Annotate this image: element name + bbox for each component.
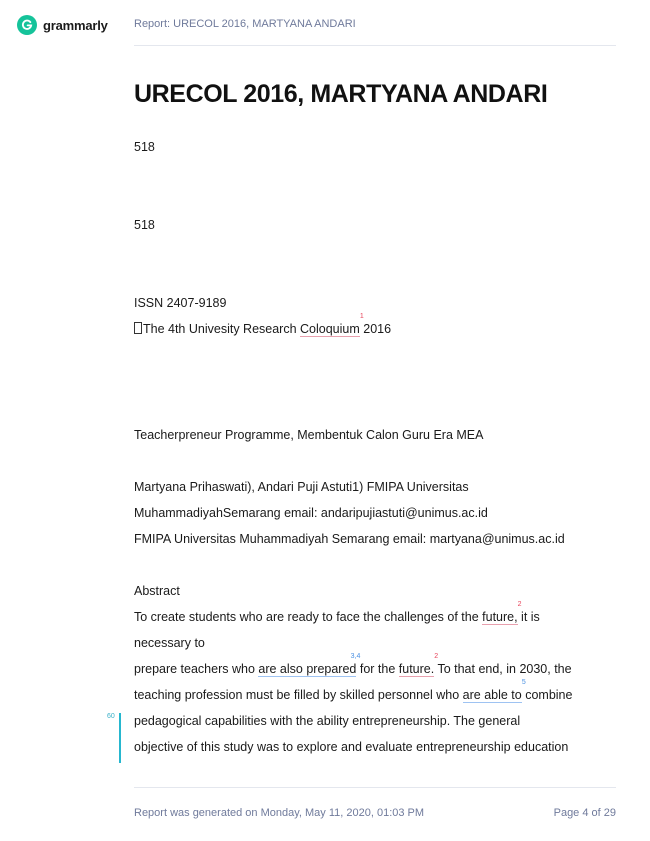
abstract-line bbox=[134, 653, 572, 676]
issue-number: 1 bbox=[359, 313, 364, 320]
margin-issue-number: 60 bbox=[107, 713, 115, 720]
issue-number: 5 bbox=[521, 679, 526, 686]
event-line bbox=[134, 313, 392, 336]
event-text: The 4th Univesity Research bbox=[143, 322, 301, 336]
authors-line: FMIPA Universitas Muhammadiyah Semarang email: martyana@unimus.ac.id bbox=[134, 532, 565, 546]
flagged-phrase[interactable] bbox=[462, 679, 526, 703]
issue-number: 3,4 bbox=[350, 653, 361, 660]
abstract-line: pedagogical capabilities with the ability entrepreneurship. The general bbox=[134, 714, 521, 728]
event-text: 2016 bbox=[359, 322, 392, 336]
abstract-text: teaching profession must be filled by skilled personnel who bbox=[134, 688, 463, 702]
missing-glyph-icon bbox=[134, 322, 142, 334]
brand-name: grammarly bbox=[43, 17, 108, 33]
abstract-line: objective of this study was to explore and evaluate entrepreneurship education bbox=[134, 740, 569, 754]
footer-divider bbox=[134, 787, 616, 788]
generated-date: Report was generated on Monday, May 11, 2020, 01:03 PM bbox=[134, 807, 425, 819]
authors-line: MuhammadiyahSemarang email: andaripujiastuti@unimus.ac.id bbox=[134, 506, 488, 520]
flagged-text: future, bbox=[482, 610, 518, 624]
abstract-text: it is bbox=[517, 610, 540, 624]
abstract-text: for the bbox=[356, 662, 399, 676]
flagged-text: are also prepared bbox=[258, 662, 357, 676]
flagged-text: are able to bbox=[462, 688, 522, 702]
abstract-text: To that end, in 2030, the bbox=[434, 662, 572, 676]
abstract-text: To create students who are ready to face the challenges of the bbox=[134, 610, 483, 624]
issn-line: ISSN 2407-9189 bbox=[134, 296, 227, 310]
issue-number: 2 bbox=[517, 601, 522, 608]
grammarly-logo bbox=[17, 15, 108, 35]
margin-issue-bar[interactable] bbox=[119, 713, 121, 763]
header-divider bbox=[134, 45, 616, 46]
grammarly-g-icon bbox=[17, 15, 37, 35]
flagged-text: future. bbox=[398, 662, 435, 676]
abstract-line bbox=[134, 679, 573, 702]
page-number-line: 518 bbox=[134, 140, 155, 154]
document-title: URECOL 2016, MARTYANA ANDARI bbox=[134, 80, 548, 108]
paper-title-line: Teacherpreneur Programme, Membentuk Calon Guru Era MEA bbox=[134, 428, 484, 442]
flagged-text: Coloquium bbox=[300, 322, 360, 336]
abstract-text: prepare teachers who bbox=[134, 662, 259, 676]
flagged-word[interactable] bbox=[482, 601, 522, 625]
flagged-phrase[interactable] bbox=[258, 653, 361, 677]
abstract-text: combine bbox=[521, 688, 573, 702]
authors-line: Martyana Prihaswati), Andari Puji Astuti1) FMIPA Universitas bbox=[134, 480, 469, 494]
abstract-heading: Abstract bbox=[134, 584, 180, 598]
page-number-line: 518 bbox=[134, 218, 155, 232]
issue-number: 2 bbox=[434, 653, 439, 660]
page-indicator: Page 4 of 29 bbox=[553, 807, 616, 819]
abstract-line: necessary to bbox=[134, 636, 205, 650]
abstract-line bbox=[134, 601, 540, 624]
flagged-word[interactable] bbox=[300, 313, 364, 337]
flagged-word[interactable] bbox=[398, 653, 439, 677]
report-title: Report: URECOL 2016, MARTYANA ANDARI bbox=[134, 18, 356, 30]
